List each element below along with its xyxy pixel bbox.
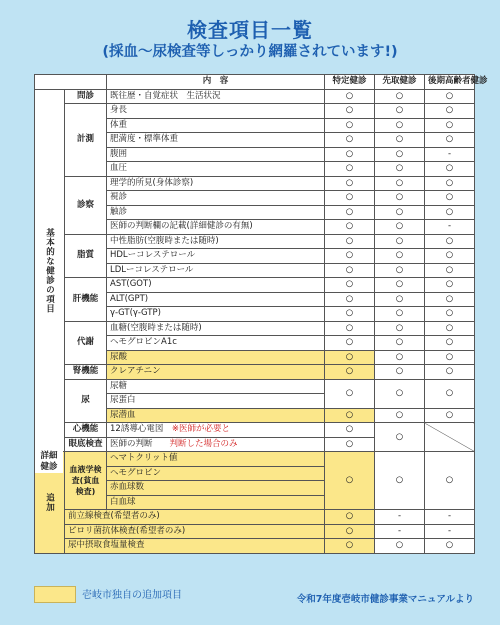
item-label: 腹囲 (107, 147, 325, 162)
item-label: クレアチニン (107, 365, 325, 380)
item-label: 尿潜血 (107, 408, 325, 423)
table-row: LDLーコレステロール ○ ○ ○ (35, 263, 475, 278)
table-row: 尿酸 ○ ○ ○ (35, 350, 475, 365)
table-row: 腎機能 クレアチニン ○ ○ ○ (35, 365, 475, 380)
item-label: ピロリ菌抗体検査(希望者のみ) (65, 524, 325, 539)
item-label: 尿中摂取食塩量検査 (65, 539, 325, 554)
item-label: 肥満度・標準体重 (107, 133, 325, 148)
table-row: ピロリ菌抗体検査(希望者のみ) ○ - - (35, 524, 475, 539)
note-line2: 判断した場合のみ (169, 438, 238, 449)
table-row: 基本的な健診の項目 問診 既往歴・自覚症状 生活状況 ○ ○ ○ (35, 89, 475, 104)
table-row: γ-GT(γ-GTP) ○ ○ ○ (35, 307, 475, 322)
item-label: HDLーコレステロール (107, 249, 325, 264)
section-basic: 基本的な健診の項目 (35, 89, 65, 452)
item-label: ヘモグロビンA1c (107, 336, 325, 351)
item-label: ALT(GPT) (107, 292, 325, 307)
source-note: 令和7年度壱岐市健診事業マニュアルより (296, 594, 474, 605)
item-label: 医師の判断 判断した場合のみ (107, 437, 325, 452)
legend-label: 壱岐市独自の追加項目 (82, 590, 182, 601)
table-row: 眼底検査 医師の判断 判断した場合のみ ○ (35, 437, 475, 452)
item-label: LDLーコレステロール (107, 263, 325, 278)
table-row: 前立線検査(希望者のみ) ○ - - (35, 510, 475, 525)
category-exam: 診察 (65, 176, 107, 234)
item-label: 医師の判断欄の記載(詳細健診の有無) (107, 220, 325, 235)
table-row: 血圧 ○ ○ ○ (35, 162, 475, 177)
section-additional: 追加 (35, 452, 65, 554)
category-anemia: 血液学検査(貧血検査) (65, 452, 107, 510)
item-label: AST(GOT) (107, 278, 325, 293)
category-measure: 計測 (65, 104, 107, 177)
table-row: 追加 血液学検査(貧血検査) ヘマトクリット値 ○ ○ ○ (35, 452, 475, 467)
item-label: ヘマトクリット値 (107, 452, 325, 467)
section-detailed-label: 詳細健診 (35, 451, 63, 473)
table-row: 代謝 血糖(空腹時または随時) ○ ○ ○ (35, 321, 475, 336)
table-row: 腹囲 ○ ○ - (35, 147, 475, 162)
item-label: 赤血球数 (107, 481, 325, 496)
table-row: 肝機能 AST(GOT) ○ ○ ○ (35, 278, 475, 293)
item-label: 血圧 (107, 162, 325, 177)
exam-items-table (34, 74, 488, 554)
category-eye: 眼底検査 (65, 437, 107, 452)
page-title: 検査項目一覧 (187, 18, 313, 42)
table-row: ヘモグロビンA1c ○ ○ ○ (35, 336, 475, 351)
category-heart: 心機能 (65, 423, 107, 438)
item-label: 白血球 (107, 495, 325, 510)
table-row: 計測 身長 ○ ○ ○ (35, 104, 475, 119)
legend-swatch (34, 586, 76, 603)
header-specific-checkup: 特定健診 (325, 75, 375, 90)
page-subtitle: (採血～尿検査等しっかり網羅されています!) (102, 44, 398, 60)
table-row: 尿中摂取食塩量検査 ○ ○ ○ (35, 539, 475, 554)
table-header-row (35, 75, 475, 90)
item-label: 尿酸 (107, 350, 325, 365)
table-row: 医師の判断欄の記載(詳細健診の有無) ○ ○ - (35, 220, 475, 235)
note-line1: ※医師が必要と (171, 424, 230, 435)
table-row: 肥満度・標準体重 ○ ○ ○ (35, 133, 475, 148)
table-row: 触診 ○ ○ ○ (35, 205, 475, 220)
table-row: 尿 尿糖 ○ ○ ○ (35, 379, 475, 394)
item-label: 尿糖 (107, 379, 325, 394)
item-label: 視診 (107, 191, 325, 206)
item-label: 前立線検査(希望者のみ) (65, 510, 325, 525)
table-row: HDLーコレステロール ○ ○ ○ (35, 249, 475, 264)
item-label: ヘモグロビン (107, 466, 325, 481)
table-row: 視診 ○ ○ ○ (35, 191, 475, 206)
table-row: 診察 理学的所見(身体診察) ○ ○ ○ (35, 176, 475, 191)
header-early-checkup: 先取健診 (375, 75, 425, 90)
item-label: 理学的所見(身体診察) (107, 176, 325, 191)
item-label: 血糖(空腹時または随時) (107, 321, 325, 336)
category-kidney: 腎機能 (65, 365, 107, 380)
item-label: 体重 (107, 118, 325, 133)
table-row: 体重 ○ ○ ○ (35, 118, 475, 133)
item-label: 既往歴・自覚症状 生活状況 (107, 89, 325, 104)
item-label: γ-GT(γ-GTP) (107, 307, 325, 322)
header-contents: 内 容 (107, 75, 325, 90)
table-row: 尿潜血 ○ ○ ○ (35, 408, 475, 423)
header-elderly-checkup: 後期高齢者健診 (425, 75, 475, 90)
category-lipid: 脂質 (65, 234, 107, 278)
item-label: 中性脂肪(空腹時または随時) (107, 234, 325, 249)
category-liver: 肝機能 (65, 278, 107, 322)
category-interview: 問診 (65, 89, 107, 104)
category-metabolic: 代謝 (65, 321, 107, 365)
item-label: 触診 (107, 205, 325, 220)
item-label: 12誘導心電図 ※医師が必要と (107, 423, 325, 438)
table-row: ALT(GPT) ○ ○ ○ (35, 292, 475, 307)
table-row: 脂質 中性脂肪(空腹時または随時) ○ ○ ○ (35, 234, 475, 249)
table-row: 心機能 12誘導心電図 ※医師が必要と ○ ○ (35, 423, 475, 438)
item-label: 身長 (107, 104, 325, 119)
category-urine: 尿 (65, 379, 107, 423)
item-label: 尿蛋白 (107, 394, 325, 409)
